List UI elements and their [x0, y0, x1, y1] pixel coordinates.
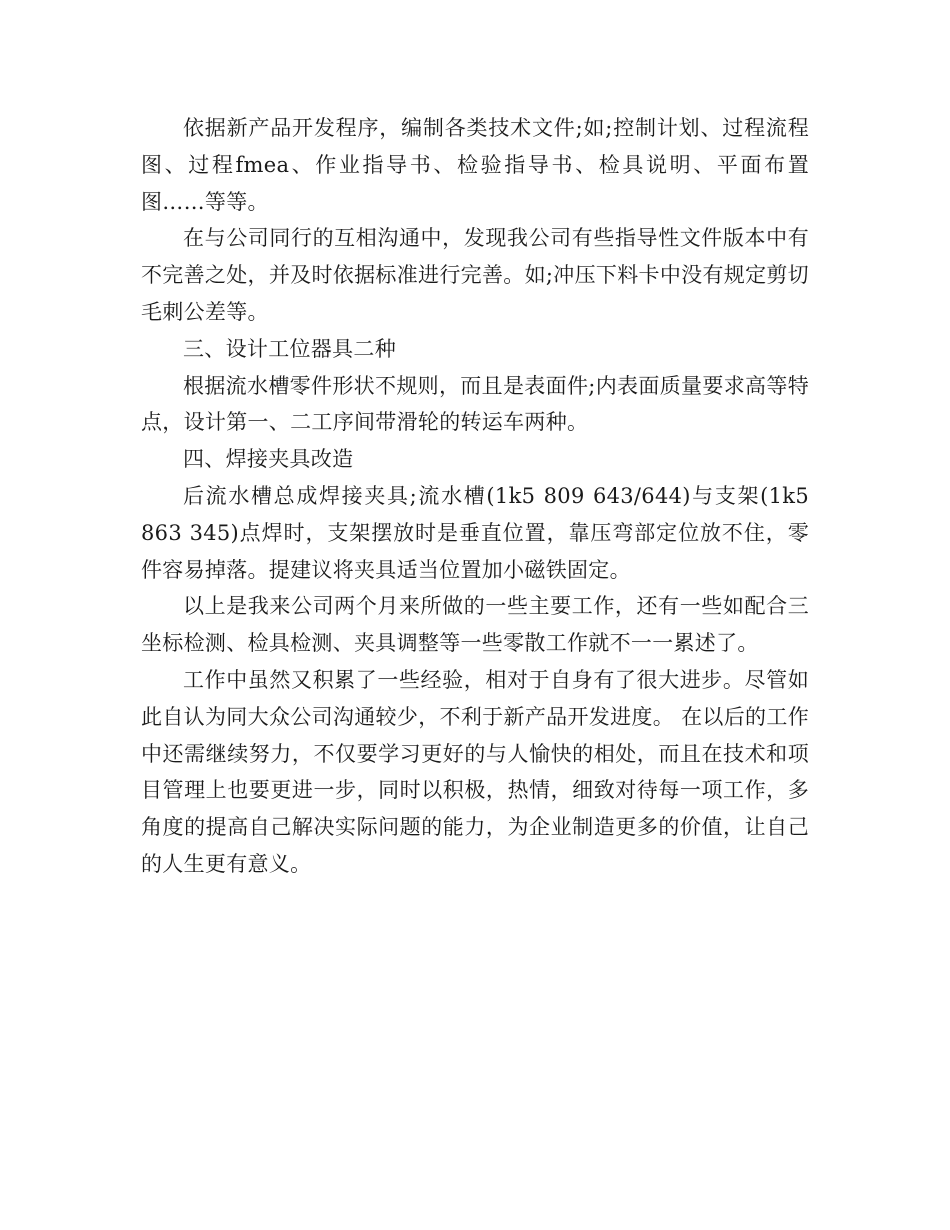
section-heading-fixtures: 三、设计工位器具二种: [183, 336, 396, 361]
document-body: [141, 110, 809, 883]
paragraph-welding-fixture: 后流水槽总成焊接夹具;流水槽(1k5 809 643/644)与支架(1k5 863 345)点焊时，支架摆放时是垂直位置，靠压弯部定位放不住，零件容易掉落。提建议将夹具适当位置加小磁铁固定。: [141, 483, 809, 582]
paragraph-tech-documents: 依据新产品开发程序，编制各类技术文件;如;控制计划、过程流程图、过程fmea、作业指导书、检验指导书、检具说明、平面布置图……等等。: [141, 116, 809, 214]
paragraph-conclusion: 工作中虽然又积累了一些经验，相对于自身有了很大进步。尽管如此自认为同大众公司沟通较少，不利于新产品开发进度。 在以后的工作中还需继续努力，不仅要学习更好的与人愉快的相处，而且在技术和项目管理上也要更进一步，同时以积极，热情，细致对待每一项工作，多角度的提高自己解决实际问题的能力，为企业制造更多的价值，让自己的人生更有意义。: [141, 667, 809, 876]
paragraph-document-improvement: 在与公司同行的互相沟通中，发现我公司有些指导性文件版本中有不完善之处，并及时依据标准进行完善。如;冲压下料卡中没有规定剪切毛刺公差等。: [141, 226, 809, 324]
paragraph-fixture-design: 根据流水槽零件形状不规则，而且是表面件;内表面质量要求高等特点，设计第一、二工序间带滑轮的转运车两种。: [141, 373, 809, 435]
section-heading-welding-fixture: 四、焊接夹具改造: [183, 447, 354, 472]
paragraph-summary: 以上是我来公司两个月来所做的一些主要工作，还有一些如配合三坐标检测、检具检测、夹具调整等一些零散工作就不一一累述了。: [141, 594, 809, 656]
